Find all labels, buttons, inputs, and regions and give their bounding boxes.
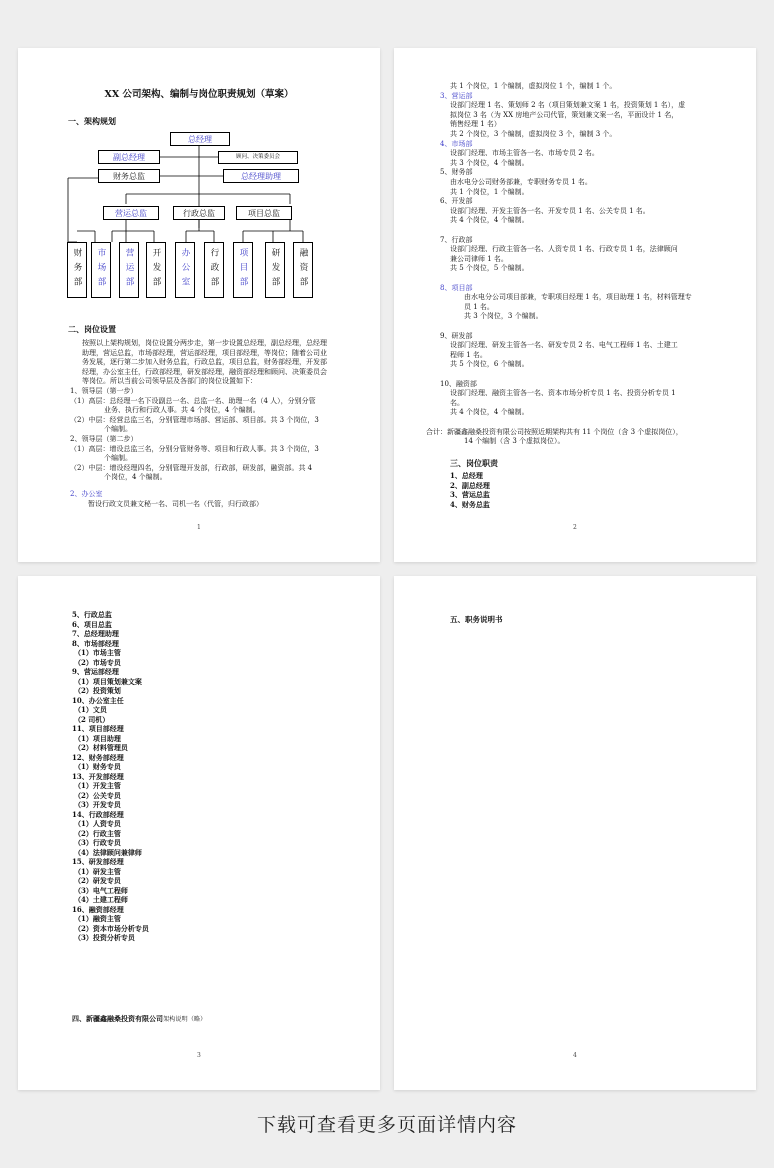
- staffing-line: 由水电分公司财务部兼，专职财务专员 1 名。: [450, 178, 592, 186]
- staffing-line: 共 3 个岗位，3 个编制。: [464, 312, 543, 321]
- position-item: （2）行政主管: [74, 828, 121, 838]
- position-item: （1）文员: [74, 705, 107, 714]
- section-heading-duties: 三、岗位职责: [450, 458, 498, 468]
- positions-intro-paragraph: 按照以上架构规划，岗位设置分两步走，第一步设置总经理，副总经理，总经理助理，营运总监，市场部经理，营运部经理，项目部经理，等岗位；随着公司业务发展，逐行第二步加入财务总监，行政总监，项目总监，财务部经理，开发部经理，办公室主任，行政部经理，研发部经理，融资部经理和顾问、决策委员会等岗位。所以当前公司领导层及各部门的岗位设置如下：: [82, 339, 327, 386]
- office-text: 暂设行政文员兼文秘一名、司机一名（代管，归行政部）: [88, 500, 263, 508]
- position-item: 7、总经理助理: [72, 629, 119, 638]
- duty-item: 4、财务总监: [450, 499, 490, 509]
- staffing-line: 共 1 个岗位，1 个编制，虚拟岗位 1 个，编制 1 个。: [450, 82, 617, 90]
- duty-item: 1、总经理: [450, 471, 483, 480]
- org-dept-admin: 行政部: [204, 242, 224, 298]
- staffing-line: 程师 1 名。: [450, 350, 487, 359]
- document-page-4: [394, 576, 756, 1090]
- office-heading: 2、办公室: [70, 490, 103, 498]
- position-item: 6、项目总监: [72, 619, 112, 629]
- position-item: 5、行政总监: [72, 610, 112, 619]
- leadership-step2-middle: （2）中层：增设经理四名，分别管理开发部，行政部，研发部，融资部。共 4: [70, 463, 313, 472]
- org-node-board: 顾问、决策委员会: [218, 151, 298, 164]
- download-more-caption: 下载可查看更多页面详情内容: [256, 1114, 517, 1136]
- leadership-step2: 2、领导层（第二步）: [70, 435, 138, 443]
- staffing-line: 共 1 个岗位，1 个编制。: [450, 187, 529, 196]
- position-item: （1）开发主管: [74, 781, 121, 790]
- staffing-line: 销售经理 1 名）: [450, 120, 501, 129]
- staffing-line: 员 1 名。: [464, 302, 494, 311]
- org-dept-financing: 融资部: [293, 242, 313, 298]
- staffing-line: 5、财务部: [440, 168, 473, 177]
- position-item: 14、行政部经理: [72, 809, 124, 819]
- position-item: 12、财务部经理: [72, 752, 124, 762]
- duty-item: 2、副总经理: [450, 480, 490, 490]
- position-item: 9、营运部经理: [72, 667, 119, 676]
- org-dept-market: 市场部: [91, 242, 111, 298]
- staffing-line: 由水电分公司项目部兼，专职项目经理 1 名，项目助理 1 名，材料管理专: [464, 293, 692, 302]
- position-item: （2）研发专员: [74, 876, 121, 885]
- org-node-deputy: 副总经理: [98, 150, 160, 164]
- staffing-line: 10、融资部: [440, 379, 477, 388]
- staffing-line: 合计：新疆鑫融桑投资有限公司按照近期架构共有 11 个岗位（含 3 个虚拟岗位），: [426, 427, 683, 436]
- position-item: （2）投资策划: [74, 686, 121, 695]
- staffing-line: 设部门经理、开发主管各一名、开发专员 1 名、公关专员 1 名。: [450, 206, 650, 215]
- staffing-line: 6、开发部: [440, 197, 473, 206]
- org-node-gm: 总经理: [170, 132, 230, 146]
- org-dept-project: 项目部: [233, 242, 253, 298]
- staffing-line: 兼公司律师 1 名。: [450, 254, 508, 263]
- org-node-project-director: 项目总监: [236, 206, 292, 220]
- staffing-line: 共 4 个岗位，4 个编制。: [450, 216, 529, 225]
- position-item: （1）人资专员: [74, 819, 121, 828]
- staffing-line: 设部门经理、研发主管各一名、研发专员 2 名、电气工程师 1 名、土建工: [450, 341, 678, 350]
- page-number-3: 3: [197, 1052, 201, 1059]
- org-node-finance-director: 财务总监: [98, 169, 160, 183]
- position-item: （2）市场专员: [74, 657, 121, 667]
- position-item: （1）项目策划兼文案: [74, 676, 142, 686]
- document-page-3: [18, 576, 380, 1090]
- document-page-2: [394, 48, 756, 562]
- leadership-step1-middle-cont: 个编制。: [104, 425, 132, 434]
- position-item: （3）开发专员: [74, 800, 121, 809]
- staffing-line: 设部门经理、融资主管各一名、资本市场分析专员 1 名、投资分析专员 1: [450, 389, 676, 398]
- page-number-1: 1: [197, 524, 201, 531]
- position-item: （2）资本市场分析专员: [74, 923, 149, 933]
- org-dept-dev: 开发部: [146, 242, 166, 298]
- staffing-line: 共 5 个岗位，5 个编制。: [450, 264, 529, 273]
- position-item: 15、研发部经理: [72, 857, 124, 866]
- position-item: （1）项目助理: [74, 733, 121, 743]
- staffing-line: 9、研发部: [440, 331, 473, 340]
- staffing-line: 设部门经理、市场主管各一名、市场专员 2 名。: [450, 149, 599, 158]
- staffing-line: 共 2 个岗位，3 个编制，虚拟岗位 3 个，编制 3 个。: [450, 130, 617, 138]
- staffing-line: 3、营运部: [440, 91, 473, 100]
- staffing-line: 共 3 个岗位，4 个编制。: [450, 158, 529, 167]
- leadership-step2-senior-cont: 个编制。: [104, 454, 132, 463]
- section-heading-structure-notes: [72, 1014, 206, 1024]
- org-dept-rnd: 研发部: [265, 242, 285, 298]
- position-duty-list: [72, 610, 149, 943]
- position-item: 11、项目部经理: [72, 724, 124, 733]
- leadership-step1-senior: （1）高层：总经理一名下设副总一名、总监一名、助理一名（4 人），分别分管: [70, 396, 316, 405]
- position-item: （1）融资主管: [74, 914, 121, 923]
- staffing-line: 4、市场部: [440, 139, 473, 148]
- staffing-line: 设部门经理、行政主管各一名、人资专员 1 名、行政专员 1 名，法律顾问: [450, 245, 678, 254]
- position-item: 16、融资部经理: [72, 904, 124, 914]
- leadership-step1-senior-cont: 业务、执行和行政人事。共 4 个岗位，4 个编制。: [104, 406, 260, 415]
- position-item: （1）财务专员: [74, 762, 121, 771]
- org-dept-finance: 财务部: [67, 242, 87, 298]
- section4-company: 四、新疆鑫融桑投资有限公司: [72, 1014, 163, 1023]
- position-item: （2 司机）: [74, 714, 110, 724]
- position-item: （1）研发主管: [74, 866, 121, 876]
- leadership-step1: 1、领导层（第一步）: [70, 387, 138, 395]
- section4-rest: 架构说明（略）: [163, 1016, 207, 1023]
- position-item: 8、市场部经理: [72, 638, 119, 648]
- leadership-step2-senior: （1）高层：增设总监三名，分别分管财务等、项目和行政人事。共 3 个岗位，3: [70, 444, 319, 453]
- duty-item: 3、营运总监: [450, 490, 490, 499]
- leadership-step1-middle: （2）中层：经营总监三名，分别管理市场部、营运部、项目部。共 3 个岗位，3: [70, 415, 319, 424]
- position-item: （3）行政专员: [74, 838, 121, 847]
- document-page-1: [18, 48, 380, 562]
- position-item: （3）投资分析专员: [74, 933, 135, 942]
- duties-list: [450, 471, 490, 509]
- section-heading-positions: 二、岗位设置: [68, 324, 116, 334]
- staffing-line: 名。: [450, 398, 464, 407]
- org-dept-ops: 营运部: [119, 242, 139, 298]
- staffing-line: 共 4 个岗位，4 个编制。: [450, 408, 529, 417]
- position-item: （1）市场主管: [74, 648, 121, 657]
- org-node-gm-assistant: 总经理助理: [223, 169, 299, 183]
- org-node-admin-director: 行政总监: [173, 206, 225, 220]
- staffing-line: 设部门经理 1 名、策划师 2 名（项目策划兼文案 1 名，投资策划 1 名），虚: [450, 101, 686, 110]
- page-number-2: 2: [573, 524, 577, 531]
- document-title: XX 公司架构、编制与岗位职责规划（草案）: [104, 89, 294, 100]
- staffing-line: 拟岗位 3 名（为 XX 房地产公司代管，策划兼文案一名，平面设计 1 名，: [450, 110, 679, 119]
- page-number-4: 4: [573, 1052, 577, 1059]
- position-item: 13、开发部经理: [72, 771, 124, 781]
- staffing-line: 8、项目部: [440, 283, 473, 292]
- org-dept-office: 办公室: [175, 242, 195, 298]
- section-heading-structure: 一、架构规划: [68, 116, 116, 126]
- position-item: （2）公关专员: [74, 790, 121, 800]
- staffing-line: 14 个编制（含 3 个虚拟岗位）。: [464, 437, 565, 446]
- leadership-step2-middle-cont: 个岗位，4 个编制。: [104, 473, 167, 482]
- position-item: （4）土建工程师: [74, 895, 128, 904]
- section-heading-job-description: 五、职务说明书: [450, 615, 503, 624]
- staffing-line: 共 5 个岗位，6 个编制。: [450, 360, 529, 369]
- position-item: （4）法律顾问兼律师: [74, 847, 142, 857]
- position-item: （2）材料管理员: [74, 743, 128, 752]
- position-item: （3）电气工程师: [74, 885, 128, 895]
- position-item: 10、办公室主任: [72, 695, 124, 705]
- org-node-ops-director: 营运总监: [103, 206, 159, 220]
- staffing-line: 7、行政部: [440, 235, 473, 244]
